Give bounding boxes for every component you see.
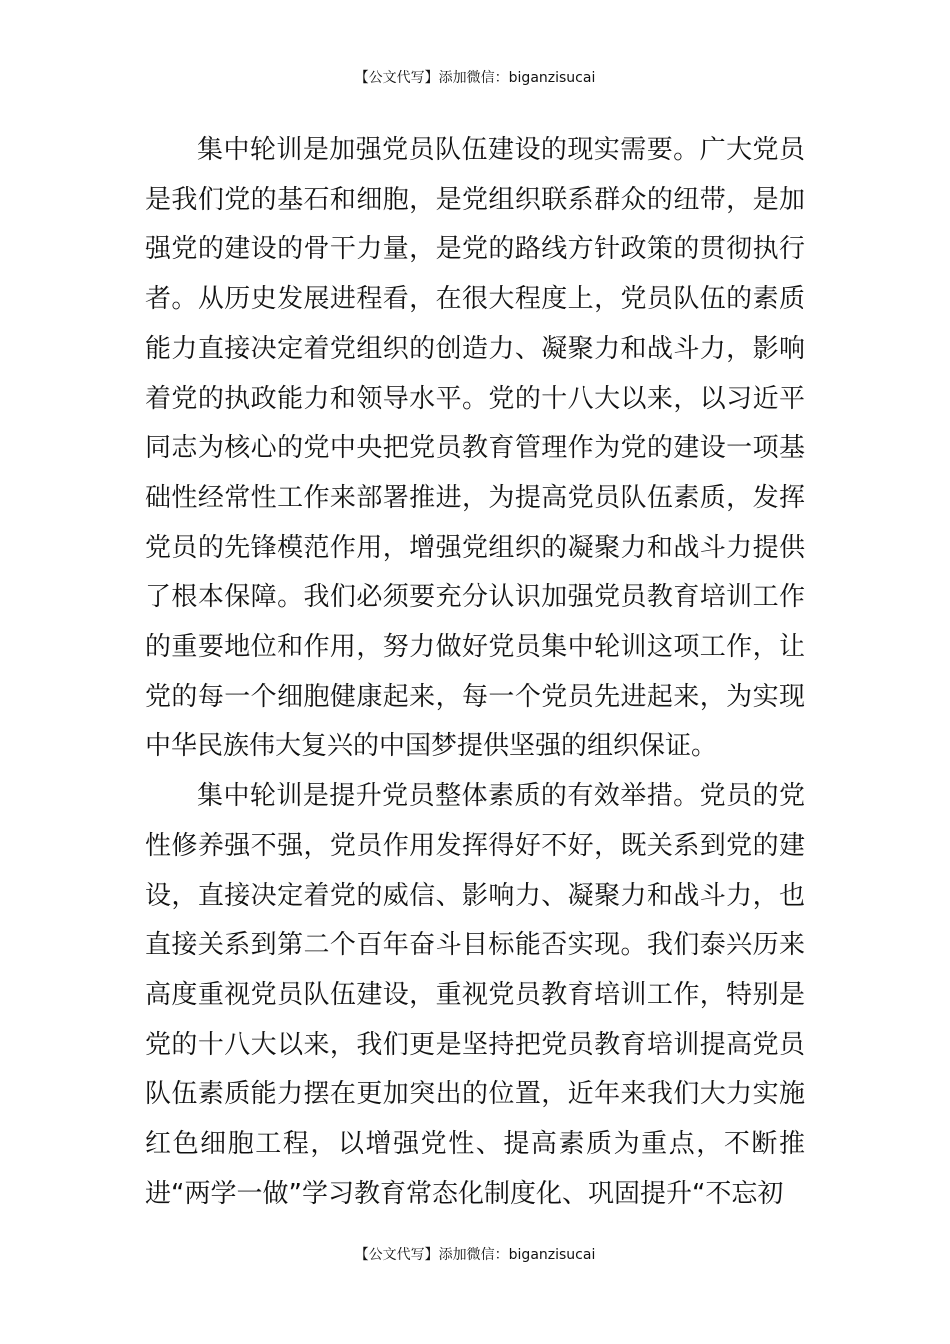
- page-footer: 【公文代写】添加微信：biganzisucai: [354, 1247, 596, 1263]
- paragraph-1: 集中轮训是加强党员队伍建设的现实需要。广大党员是我们党的基石和细胞，是党组织联系群众的纽带，是加强党的建设的骨干力量，是党的路线方针政策的贯彻执行者。从历史发展进程看，在很大程度上，党员队伍的素质能力直接决定着党组织的创造力、凝聚力和战斗力，影响着党的执政能力和领导水平。党的十八大以来，以习近平同志为核心的党中央把党员教育管理作为党的建设一项基础性经常性工作来部署推进，为提高党员队伍素质，发挥党员的先锋模范作用，增强党组织的凝聚力和战斗力提供了根本保障。我们必须要充分认识加强党员教育培训工作的重要地位和作用，努力做好党员集中轮训这项工作，让党的每一个细胞健康起来，每一个党员先进起来，为实现中华民族伟大复兴的中国梦提供坚强的组织保证。: [145, 135, 805, 762]
- paragraph-2: 集中轮训是提升党员整体素质的有效举措。党员的党性修养强不强，党员作用发挥得好不好，既关系到党的建设，直接决定着党的威信、影响力、凝聚力和战斗力，也直接关系到第二个百年奋斗目标能否实现。我们泰兴历来高度重视党员队伍建设，重视党员教育培训工作，特别是党的十八大以来，我们更是坚持把党员教育培训提高党员队伍素质能力摆在更加突出的位置，近年来我们大力实施红色细胞工程，以增强党性、提高素质为重点，不断推进“两学一做”学习教育常态化制度化、巩固提升“不忘初: [145, 781, 805, 1209]
- document-body: [145, 126, 805, 1219]
- page-header: 【公文代写】添加微信：biganzisucai: [354, 70, 596, 86]
